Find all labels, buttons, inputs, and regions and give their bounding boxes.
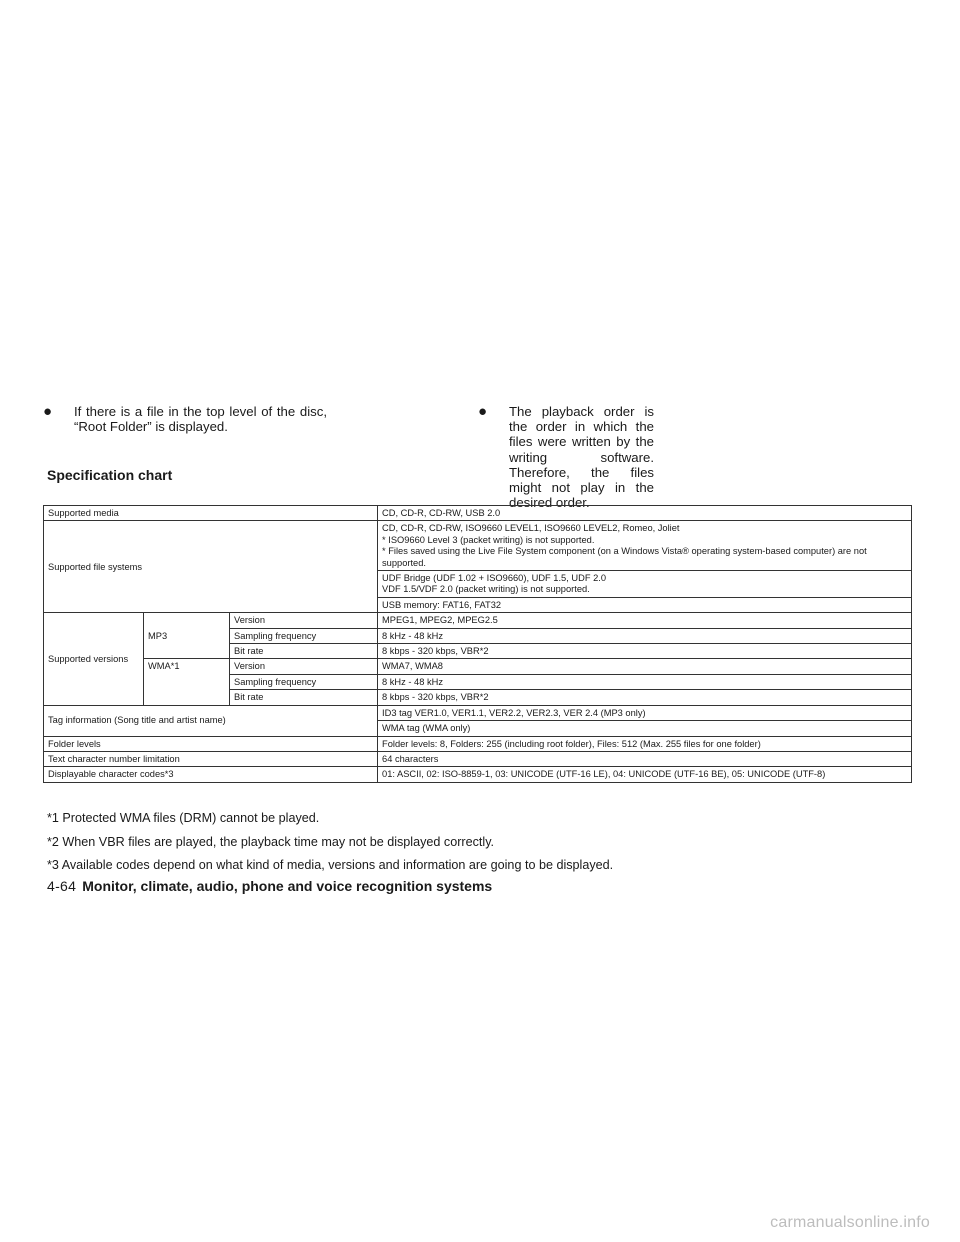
format-name: MP3 [144,613,230,659]
row-value: 01: ASCII, 02: ISO-8859-1, 03: UNICODE (UTF-16 LE), 04: UNICODE (UTF-16 BE), 05: UNICODE (UTF-8) [378,767,912,782]
bullet-item [43,404,327,434]
value-line: CD, CD-R, CD-RW, ISO9660 LEVEL1, ISO9660 LEVEL2, Romeo, Joliet [382,523,680,534]
table-row [44,506,912,521]
table-row [44,613,912,628]
bullet-dot-icon: ● [478,403,488,420]
table-row [44,705,912,720]
row-value: CD, CD-R, CD-RW, USB 2.0 [378,506,912,521]
row-value: MPEG1, MPEG2, MPEG2.5 [378,613,912,628]
param-label: Bit rate [230,644,378,659]
bullet-text: If there is a file in the top level of the disc, “Root Folder” is displayed. [74,404,327,435]
row-label: Text character number limitation [44,751,378,766]
row-value: ID3 tag VER1.0, VER1.1, VER2.2, VER2.3, VER 2.4 (MP3 only) [378,705,912,720]
param-label: Sampling frequency [230,628,378,643]
row-label: Supported versions [44,613,144,705]
bullet-dot-icon: ● [43,403,53,420]
section-title: Specification chart [47,467,173,483]
param-label: Sampling frequency [230,674,378,689]
row-value: WMA7, WMA8 [378,659,912,674]
row-value: 8 kbps - 320 kbps, VBR*2 [378,690,912,705]
row-value [378,521,912,571]
row-value: 8 kHz - 48 kHz [378,674,912,689]
bullet-item [478,404,654,510]
footnotes [47,811,927,882]
param-label: Bit rate [230,690,378,705]
param-label: Version [230,659,378,674]
row-value: 8 kHz - 48 kHz [378,628,912,643]
row-value: 64 characters [378,751,912,766]
page-number: 4-64 [47,878,77,894]
value-line: * Files saved using the Live File System component (on a Windows Vista® operating system-based computer) are not supported. [382,546,867,568]
table-row [44,521,912,571]
watermark: carmanualsonline.info [770,1214,930,1231]
row-value: WMA tag (WMA only) [378,721,912,736]
row-value [378,571,912,598]
row-label: Folder levels [44,736,378,751]
page-footer [47,878,492,894]
param-label: Version [230,613,378,628]
footnote: *1 Protected WMA files (DRM) cannot be played. [47,811,320,825]
footnote: *2 When VBR files are played, the playback time may not be displayed correctly. [47,834,495,849]
format-name: WMA*1 [144,659,230,705]
table-row [44,767,912,782]
row-value: 8 kbps - 320 kbps, VBR*2 [378,644,912,659]
row-label: Tag information (Song title and artist name) [44,705,378,736]
row-value: USB memory: FAT16, FAT32 [378,597,912,612]
specification-table [43,505,912,783]
value-line: UDF Bridge (UDF 1.02 + ISO9660), UDF 1.5, UDF 2.0 [382,573,607,584]
table-row [44,659,912,674]
row-value: Folder levels: 8, Folders: 255 (including root folder), Files: 512 (Max. 255 files for one folder) [378,736,912,751]
bullet-text: The playback order is the order in which the files were written by the writing software. Therefore, the files might not play in the desired order. [509,404,654,511]
row-label: Supported file systems [44,521,378,613]
value-line: VDF 1.5/VDF 2.0 (packet writing) is not supported. [382,584,590,595]
row-label: Displayable character codes*3 [44,767,378,782]
chapter-title: Monitor, climate, audio, phone and voice recognition systems [82,878,493,894]
table-row [44,736,912,751]
table-row [44,751,912,766]
row-label: Supported media [44,506,378,521]
value-line: * ISO9660 Level 3 (packet writing) is not supported. [382,534,595,545]
footnote: *3 Available codes depend on what kind of media, versions and information are going to be displayed. [47,858,614,872]
